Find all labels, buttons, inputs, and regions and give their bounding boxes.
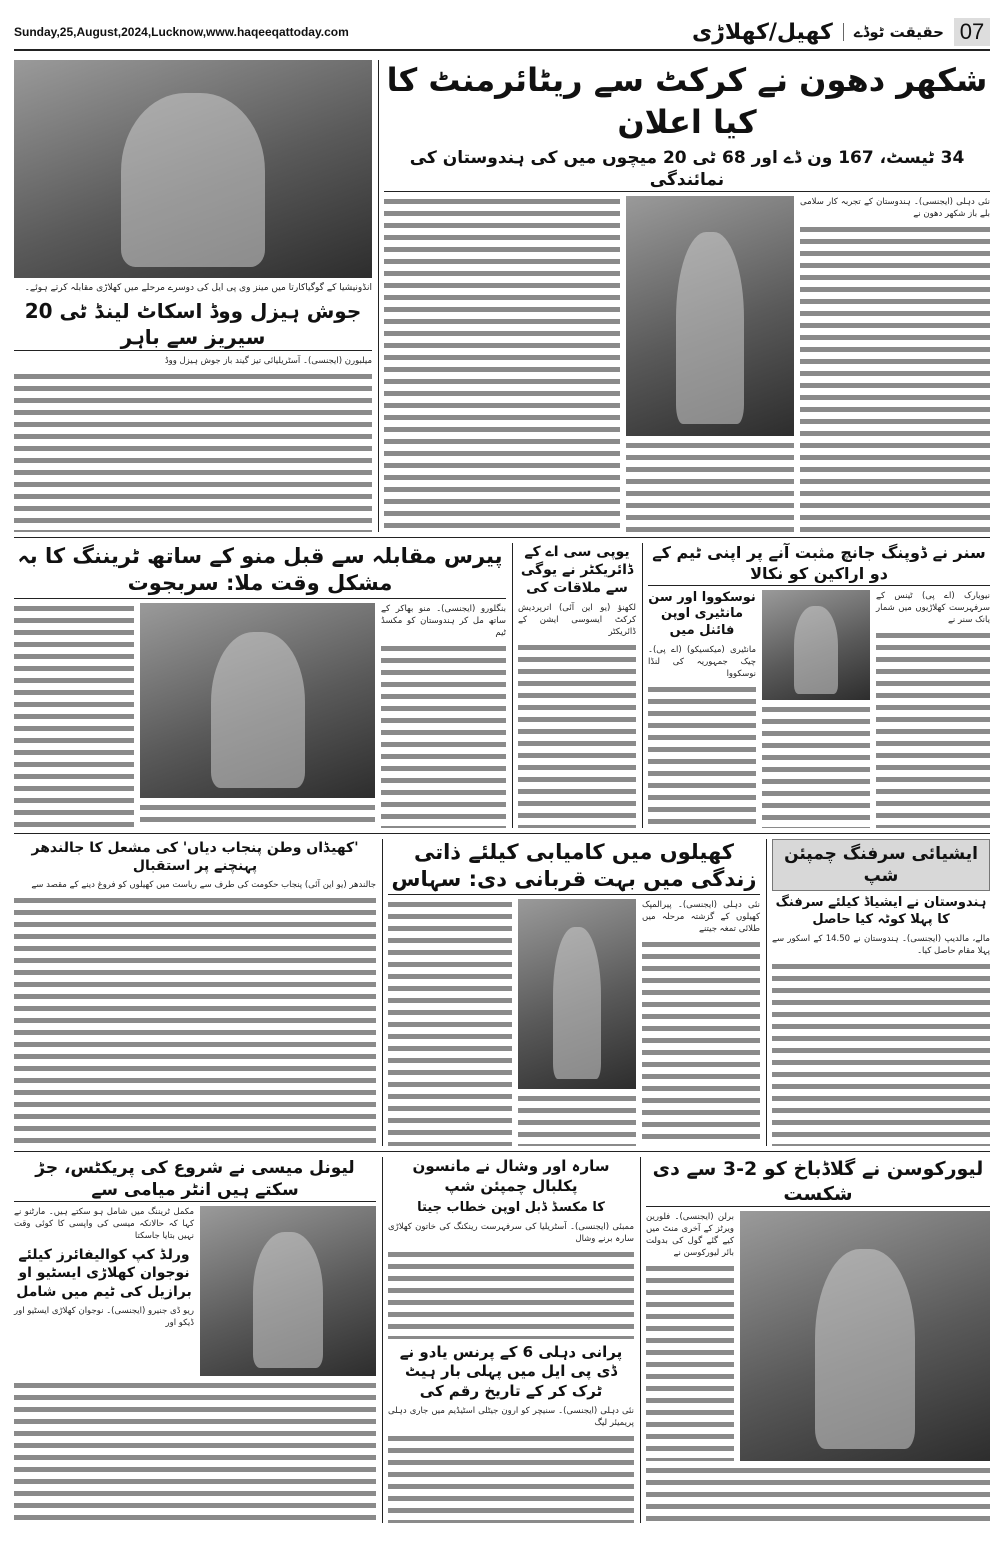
column [384, 196, 620, 532]
leverkusen-body-1 [646, 1263, 734, 1461]
leverkusen-columns [646, 1211, 990, 1461]
suhas-body-2 [518, 1093, 636, 1146]
column [626, 196, 794, 532]
page-number: 07 [954, 18, 990, 46]
column [14, 1206, 194, 1376]
sinner-columns [648, 590, 990, 828]
monterrey-article [648, 590, 756, 828]
date-line: Sunday,25,August,2024,Lucknow,www.haqeeqattoday.com [14, 25, 349, 39]
messi-columns [14, 1206, 376, 1376]
column [14, 603, 134, 828]
dhawan-body-2 [384, 196, 620, 532]
column [518, 899, 636, 1146]
article-lead: مانٹیری (میکسیکو) (اے پی)۔ چیک جمہوریہ کی لنڈا نوسکووا [648, 645, 756, 680]
dhawan-body-1 [800, 224, 990, 532]
surfing-boxed-title: ایشیائی سرفنگ چمپئن شپ [772, 839, 990, 891]
article-lead: جالندھر (یو این آئی) پنجاب حکومت کی طرف سے ریاست میں کھیلوں کو فروغ دینے کے مقصد سے [31, 880, 376, 891]
dpl-body [388, 1433, 634, 1523]
column [642, 899, 760, 1146]
upca-body [518, 642, 636, 828]
article-lead: نئی دہلی (ایجنسی)۔ پیرالمپک کھیلوں کے گزشتہ مرحلہ میں طلائی تمغہ جیتنے [642, 899, 760, 934]
surfing-body [772, 961, 990, 1146]
masthead-logo: حقیقت ٹوڈے [843, 23, 944, 41]
sara-body [388, 1249, 634, 1339]
article-lead: مالے، مالدیپ (ایجنسی)۔ ہندوستان نے 14.50 کے اسکور سے پہلا مقام حاصل کیا۔ [772, 933, 990, 956]
surfing-article [766, 839, 990, 1146]
leverkusen-headline: لیورکوسن نے گلاڈباخ کو 2-3 سے دی شکست [646, 1157, 990, 1207]
monterrey-body [648, 684, 756, 828]
dhawan-photo [626, 196, 794, 436]
sarabjot-article [14, 543, 506, 828]
suhas-article [382, 839, 760, 1146]
leverkusen-article [640, 1157, 990, 1523]
article-lead: بنگلورو (ایجنسی)۔ منو بھاکر کے ساتھ مل کر ہندوستان کو مکسڈ ٹیم [381, 603, 506, 638]
torch-headline: 'کھیڈاں وطن پنجاب دیاں' کی مشعل کا جالندھر پہنچنے پر استقبال [31, 840, 359, 875]
hazlewood-headline: جوش ہیزل ووڈ اسکاٹ لینڈ ٹی 20 سیریز سے باہر [14, 298, 372, 351]
dhawan-body-3 [626, 440, 794, 532]
column [646, 1211, 734, 1461]
column [140, 603, 375, 828]
messi-photo [200, 1206, 376, 1376]
hazlewood-body [14, 371, 372, 532]
sarabjot-headline: پیرس مقابلہ سے قبل منو کے ساتھ ٹریننگ کا بہ مشکل وقت ملا: سربجوت [14, 543, 506, 599]
upca-article [512, 543, 636, 828]
column [876, 590, 990, 828]
sara-headline: سارہ اور وشال نے مانسون پکلبال چمپئن شپ [412, 1157, 610, 1195]
sarabjot-columns [14, 603, 506, 828]
upca-headline: یوپی سی اے کے ڈائریکٹر نے یوگی سے ملاقات کی [520, 544, 634, 597]
sarabjot-body-1 [14, 603, 134, 828]
section-title: کھیل/کھلاڑی [692, 19, 833, 45]
surfing-headline: ہندوستان نے ایشیاڈ کیلئے سرفنگ کا پہلا کوٹہ کیا حاصل [775, 895, 987, 928]
sinner-body-1 [876, 630, 990, 828]
torch-body [14, 895, 376, 1146]
article-lead: برلن (ایجنسی)۔ فلورین ویرٹز کے آخری منٹ میں کیے گئے گول کی بدولت بائر لیورکوسن نے [646, 1212, 734, 1259]
suhas-columns [388, 899, 760, 1146]
hazlewood-article [14, 60, 372, 532]
row-1 [14, 55, 990, 538]
sinner-photo [762, 590, 870, 700]
article-lead: نئی دہلی (ایجنسی)۔ سنیچر کو ارون جیٹلی اسٹیڈیم میں جاری دہلی پریمیئر لیگ [388, 1406, 634, 1429]
article-lead: ممبئی (ایجنسی)۔ آسٹریلیا کی سرفہرست رینکنگ کی خاتون کھلاڑی سارہ برنے وشال [388, 1221, 634, 1244]
estevao-headline: ورلڈ کپ کوالیفائرز کیلئے نوجوان کھلاڑی ایسٹیو او برازیل کی ٹیم میں شامل [16, 1247, 192, 1300]
article-lead: مکمل ٹریننگ میں شامل ہو سکتے ہیں۔ مارٹنو نے کہا کہ حالانکہ میسی کی واپسی کا کوئی وقت نہیں بتایا جاسکتا [14, 1207, 194, 1242]
suhas-body-1 [388, 899, 512, 1146]
article-lead: نیویارک (اے پی) ٹینس کے سرفہرست کھلاڑیوں میں شمار یانک سنر نے [876, 590, 990, 625]
sinner-headline: سنر نے ڈوپنگ جانچ مثبت آنے پر اپنی ٹیم کے دو اراکین کو نکالا [648, 543, 990, 586]
messi-headline: لیونل میسی نے شروع کی پریکٹس، جڑ سکتے ہیں انٹر میامی سے [14, 1157, 376, 1202]
article-lead: لکھنؤ (یو این آئی) اترپردیش کرکٹ ایسوسی ایشن کے ڈائریکٹر [518, 602, 636, 637]
sarabjot-body-3 [381, 643, 506, 828]
sinner-article [642, 543, 990, 828]
suhas-headline: کھیلوں میں کامیابی کیلئے ذاتی زندگی میں بہت قربانی دی: سہاس [388, 839, 760, 895]
sarabjot-body-2 [140, 802, 375, 828]
article-lead: ریو ڈی جنیرو (ایجنسی)۔ نوجوان کھلاڑی ایسٹیو اور ڈیکو اور [14, 1305, 194, 1328]
monterrey-headline: نوسکووا اور سن مانٹیری اوپن فائنل میں [648, 589, 756, 639]
row-3 [14, 834, 990, 1152]
column [388, 899, 512, 1146]
suhas-body-3 [642, 939, 760, 1146]
volleyball-photo [14, 60, 372, 278]
leverkusen-body-2 [646, 1465, 990, 1523]
dhawan-columns [384, 196, 990, 532]
header-right [692, 18, 990, 46]
photo-caption: انڈونیشیا کے گوگیاکارتا میں مینز وی پی ایل کی دوسرے مرحلے میں کھلاڑی مقابلہ کرتے ہوئے۔ [24, 283, 372, 293]
leverkusen-photo [740, 1211, 990, 1461]
column [800, 196, 990, 532]
dhawan-subheadline: 34 ٹیسٹ، 167 ون ڈے اور 68 ٹی 20 میچوں میں کی ہندوستان کی نمائندگی [384, 147, 990, 192]
row-2 [14, 538, 990, 834]
sarabjot-manu-photo [140, 603, 375, 798]
article-lead: نئی دہلی (ایجنسی)۔ ہندوستان کے تجربہ کار سلامی بلے باز شکھر دھون نے [800, 197, 990, 220]
article-lead: میلبورن (ایجنسی)۔ آسٹریلیائی تیز گیند باز جوش ہیزل ووڈ [164, 356, 372, 366]
messi-body-2 [14, 1380, 376, 1523]
dpl-headline: پرانی دہلی 6 کے پرنس یادو نے ڈی پی ایل میں پہلی بار ہیٹ ٹرک کر کے تاریخ رقم کی [399, 1342, 623, 1400]
dhawan-article [378, 60, 990, 532]
torch-article [14, 839, 376, 1146]
dhawan-headline: شکھر دھون نے کرکٹ سے ریٹائرمنٹ کا کیا اعلان [386, 61, 988, 141]
column [381, 603, 506, 828]
row-4 [14, 1152, 990, 1528]
page-header [14, 18, 990, 51]
messi-article [14, 1157, 376, 1523]
suhas-photo [518, 899, 636, 1089]
sinner-body-2 [762, 704, 870, 828]
column [762, 590, 870, 828]
sara-subheadline: کا مکسڈ ڈبل اوپن خطاب جیتا [417, 1200, 605, 1215]
sara-article [382, 1157, 634, 1523]
